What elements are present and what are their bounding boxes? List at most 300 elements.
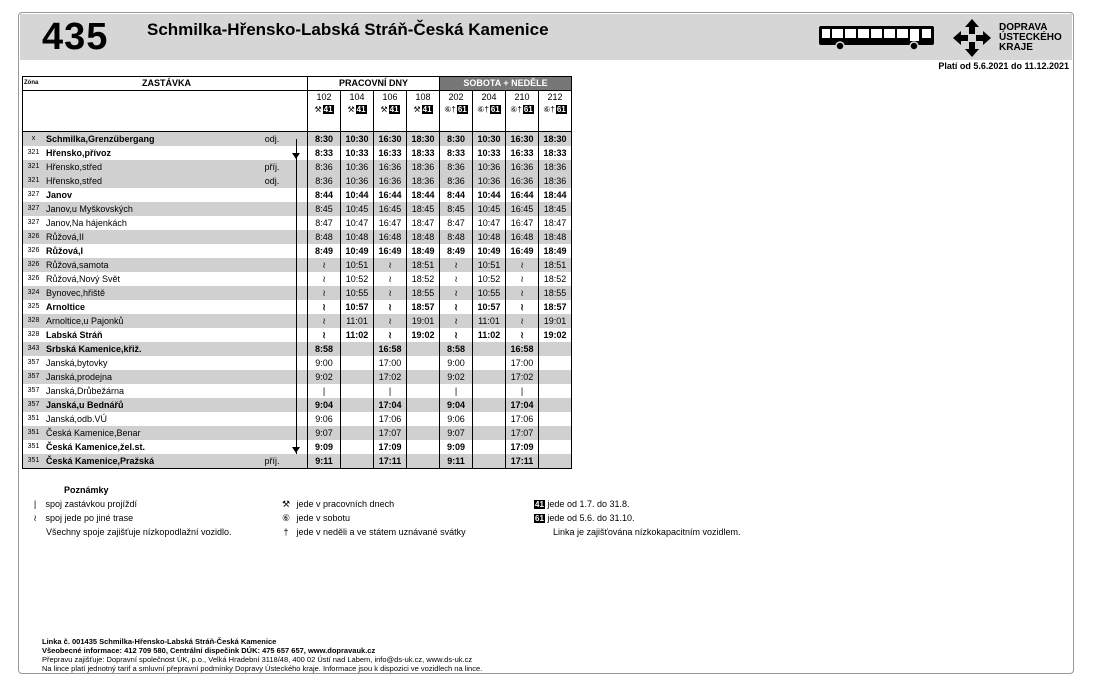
departure-time: 16:47 <box>374 216 407 230</box>
departure-time: 8:48 <box>440 230 473 244</box>
departure-time: 16:30 <box>506 132 539 147</box>
departure-time <box>539 454 572 469</box>
period-badge: 61 <box>556 105 566 114</box>
weekdays-header: PRACOVNÍ DNY <box>308 77 440 91</box>
table-row <box>23 370 572 384</box>
departure-time: 9:11 <box>308 454 341 469</box>
stop-flag <box>257 342 287 356</box>
direction-line <box>296 314 297 328</box>
departure-time <box>473 356 506 370</box>
departure-time <box>473 370 506 384</box>
departure-time: ≀ <box>374 314 407 328</box>
stop-flag <box>257 300 287 314</box>
departure-time: 17:02 <box>374 370 407 384</box>
zone-cell: 326 <box>23 258 45 272</box>
zone-cell: 327 <box>23 188 45 202</box>
period-badge: 41 <box>389 105 399 114</box>
departure-time: 9:04 <box>308 398 341 412</box>
departure-time: 18:51 <box>539 258 572 272</box>
stop-name: Srbská Kamenice,křiž. <box>44 342 257 356</box>
notes-heading: Poznámky <box>64 485 109 495</box>
departure-time: 8:47 <box>308 216 341 230</box>
zone-cell: 328 <box>23 328 45 342</box>
departure-time <box>341 412 374 426</box>
stop-name: Labská Stráň <box>46 330 103 340</box>
departure-time: ≀ <box>308 328 341 342</box>
cross-icon: † <box>283 527 289 537</box>
zone-cell: 327 <box>23 202 45 216</box>
table-row <box>23 216 572 230</box>
trip-number: 210 <box>506 91 539 104</box>
departure-time: | <box>506 384 539 398</box>
note-other-route: ≀ spoj jede po jiné trase <box>33 513 134 523</box>
stop-name: Růžová,samota <box>44 258 257 272</box>
departure-time: ≀ <box>506 314 539 328</box>
trip-symbols: ⑥† 61 <box>440 103 473 117</box>
departure-time: 18:57 <box>407 300 440 314</box>
departure-time: 10:49 <box>473 244 506 258</box>
table-row <box>23 454 572 469</box>
departure-time: 17:11 <box>374 454 407 469</box>
zone-cell: x <box>23 132 45 147</box>
departure-time: 16:49 <box>506 244 539 258</box>
departure-time <box>539 412 572 426</box>
departure-time: 10:47 <box>341 216 374 230</box>
direction-line <box>296 139 297 146</box>
departure-time: 18:52 <box>407 272 440 286</box>
direction-line <box>296 160 297 174</box>
period-badge: 61 <box>490 105 500 114</box>
departure-time: ≀ <box>440 258 473 272</box>
departure-time <box>407 342 440 356</box>
departure-time: 16:58 <box>506 342 539 356</box>
trip-number: 202 <box>440 91 473 104</box>
departure-time: 17:00 <box>374 356 407 370</box>
departure-time <box>473 454 506 469</box>
departure-time: 18:49 <box>407 244 440 258</box>
stop-name: Janská,Drůbežárna <box>46 386 125 396</box>
departure-time: 9:02 <box>308 370 341 384</box>
zone-cell: 321 <box>23 146 45 160</box>
departure-time <box>539 342 572 356</box>
stop-flag <box>257 258 287 272</box>
departure-time: 16:58 <box>374 342 407 356</box>
departure-time: 8:44 <box>440 188 473 202</box>
stop-header: ZASTÁVKA <box>44 77 287 91</box>
departure-time <box>539 398 572 412</box>
table-row <box>23 146 572 160</box>
departure-time <box>407 426 440 440</box>
stop-name: Růžová,I <box>46 246 84 256</box>
direction-line <box>296 342 297 356</box>
departure-time: | <box>440 384 473 398</box>
departure-time: 17:07 <box>374 426 407 440</box>
departure-time: 16:36 <box>506 160 539 174</box>
footer-line-id: Linka č. 001435 Schmilka-Hřensko-Labská Stráň-Česká Kamenice <box>42 637 277 646</box>
departure-time: 16:49 <box>374 244 407 258</box>
departure-time <box>407 398 440 412</box>
note-saturday: ⑥ jede v sobotu <box>281 513 351 523</box>
departure-time: 9:07 <box>440 426 473 440</box>
trip-number: 104 <box>341 91 374 104</box>
direction-line <box>296 300 297 314</box>
departure-time: 18:47 <box>539 216 572 230</box>
departure-time: 10:44 <box>341 188 374 202</box>
direction-line <box>296 356 297 370</box>
zone-cell: 351 <box>23 426 45 440</box>
departure-time: 11:02 <box>473 328 506 342</box>
departure-time <box>341 426 374 440</box>
header-banner <box>20 14 1072 60</box>
note-low-capacity: Linka je zajišťována nízkokapacitním vozidlem. <box>553 527 741 537</box>
departure-time: 10:45 <box>341 202 374 216</box>
departure-time: 9:04 <box>440 398 473 412</box>
direction-line <box>296 188 297 202</box>
stop-flag <box>257 440 287 454</box>
departure-time: 18:33 <box>539 146 572 160</box>
direction-line <box>296 272 297 286</box>
direction-line <box>296 286 297 300</box>
departure-time: 10:49 <box>341 244 374 258</box>
departure-time: 9:09 <box>308 440 341 454</box>
note-pass-through: | spoj zastávkou projíždí <box>33 499 138 509</box>
direction-line <box>296 426 297 440</box>
arrow-down-icon <box>292 447 300 453</box>
table-row <box>23 188 572 202</box>
departure-time <box>407 384 440 398</box>
stop-name: Hřensko,střed <box>44 160 257 174</box>
note-badge-41: 41 jede od 1.7. do 31.8. <box>535 499 630 509</box>
stop-flag <box>257 244 287 258</box>
departure-time: 18:48 <box>407 230 440 244</box>
departure-time: 16:36 <box>374 160 407 174</box>
table-row <box>23 300 572 314</box>
departure-time: ≀ <box>308 300 341 314</box>
zone-cell: 321 <box>23 174 45 188</box>
stop-flag <box>257 328 287 342</box>
note-sunday: † jede v neděli a ve státem uznávané svátky <box>278 527 466 537</box>
direction-line <box>296 174 297 188</box>
zone-header: Zóna <box>23 77 45 91</box>
zone-cell: 326 <box>23 244 45 258</box>
departure-time: 11:02 <box>341 328 374 342</box>
departure-time: 8:58 <box>440 342 473 356</box>
note-low-floor: Všechny spoje zajišťuje nízkopodlažní vozidlo. <box>46 527 232 537</box>
departure-time: 10:36 <box>473 160 506 174</box>
departure-time: 8:45 <box>440 202 473 216</box>
departure-time: 8:58 <box>308 342 341 356</box>
departure-time: 8:49 <box>308 244 341 258</box>
departure-time: 10:48 <box>473 230 506 244</box>
zone-cell: 351 <box>23 454 45 469</box>
departure-time: | <box>308 384 341 398</box>
departure-time: ≀ <box>440 286 473 300</box>
departure-time: 10:52 <box>473 272 506 286</box>
departure-time: 10:30 <box>341 132 374 147</box>
footer <box>42 637 482 673</box>
zone-cell: 321 <box>23 160 45 174</box>
departure-time <box>341 370 374 384</box>
departure-time: 8:47 <box>440 216 473 230</box>
departure-time: 9:02 <box>440 370 473 384</box>
zone-cell: 357 <box>23 384 45 398</box>
trip-number: 204 <box>473 91 506 104</box>
departure-time: 19:02 <box>407 328 440 342</box>
zone-cell: 351 <box>23 440 45 454</box>
departure-time: 18:36 <box>407 160 440 174</box>
departure-time: 18:47 <box>407 216 440 230</box>
stop-name: Janská,bytovky <box>46 358 108 368</box>
departure-time: 9:00 <box>308 356 341 370</box>
departure-time <box>341 342 374 356</box>
departure-time: 17:09 <box>506 440 539 454</box>
departure-time <box>341 356 374 370</box>
departure-time: 19:02 <box>539 328 572 342</box>
stop-flag <box>257 398 287 412</box>
zone-cell: 357 <box>23 356 45 370</box>
direction-line <box>296 412 297 426</box>
departure-time: 10:44 <box>473 188 506 202</box>
departure-time: 18:44 <box>407 188 440 202</box>
departure-time: 8:36 <box>440 174 473 188</box>
table-row <box>23 202 572 216</box>
departure-time: ≀ <box>374 258 407 272</box>
table-row <box>23 384 572 398</box>
departure-time <box>473 342 506 356</box>
departure-time: 17:06 <box>506 412 539 426</box>
note-badge-61: 61 jede od 5.6. do 31.10. <box>535 513 635 523</box>
zone-cell: 357 <box>23 398 45 412</box>
departure-time: 16:44 <box>374 188 407 202</box>
table-row <box>23 440 572 454</box>
footer-operator: Přepravu zajišťuje: Dopravní společnost ÚK, p.o., Velká Hradební 3118/48, 400 02 Ústí nad Labem, info@ds-uk.cz, www.ds-uk.cz <box>42 655 473 664</box>
departure-time: ≀ <box>440 272 473 286</box>
table-row <box>23 174 572 188</box>
zone-cell: 326 <box>23 272 45 286</box>
departure-time: | <box>374 384 407 398</box>
stop-name: Janov <box>46 190 73 200</box>
departure-time: 16:33 <box>374 146 407 160</box>
departure-time: ≀ <box>308 272 341 286</box>
departure-time: 8:44 <box>308 188 341 202</box>
departure-time <box>539 370 572 384</box>
stop-flag <box>257 384 287 398</box>
departure-time <box>341 384 374 398</box>
departure-time: ≀ <box>506 300 539 314</box>
departure-time: 18:49 <box>539 244 572 258</box>
departure-time: 18:30 <box>407 132 440 147</box>
stop-flag <box>257 314 287 328</box>
departure-time <box>407 370 440 384</box>
trip-symbols: ⑥† 61 <box>473 103 506 117</box>
trip-symbols: ⚒ 41 <box>407 103 440 117</box>
departure-time: 18:45 <box>539 202 572 216</box>
stop-name: Růžová,II <box>44 230 257 244</box>
timetable <box>22 76 572 469</box>
departure-time: 10:36 <box>341 160 374 174</box>
stop-flag <box>257 356 287 370</box>
bus-icon <box>818 25 936 51</box>
departure-time: 11:01 <box>473 314 506 328</box>
departure-time: 16:36 <box>374 174 407 188</box>
note-workdays: ⚒ jede v pracovních dnech <box>278 499 394 510</box>
departure-time: 16:33 <box>506 146 539 160</box>
departure-time: 9:06 <box>440 412 473 426</box>
departure-time: 18:51 <box>407 258 440 272</box>
zone-cell: 328 <box>23 314 45 328</box>
departure-time: 8:36 <box>440 160 473 174</box>
trip-number: 106 <box>374 91 407 104</box>
footer-contact: Všeobecné informace: 412 709 580, Centrální dispečink DÚK: 475 657 657, www.dopravauk.cz <box>42 646 376 655</box>
departure-time: 9:11 <box>440 454 473 469</box>
departure-time: ≀ <box>308 314 341 328</box>
departure-time: 16:30 <box>374 132 407 147</box>
departure-time: ≀ <box>308 286 341 300</box>
departure-time: 10:36 <box>473 174 506 188</box>
departure-time <box>407 440 440 454</box>
stop-name: Bynovec,hřiště <box>44 286 257 300</box>
stop-flag: odj. <box>257 132 287 147</box>
stop-name: Janov,u Myškovských <box>44 202 257 216</box>
departure-time: ≀ <box>440 300 473 314</box>
direction-line <box>296 398 297 412</box>
departure-time: ≀ <box>506 272 539 286</box>
table-row <box>23 258 572 272</box>
zone-cell: 357 <box>23 370 45 384</box>
table-row <box>23 272 572 286</box>
departure-time: 17:09 <box>374 440 407 454</box>
route-title: Schmilka-Hřensko-Labská Stráň-Česká Kamenice <box>147 20 549 39</box>
departure-time <box>473 440 506 454</box>
validity-text: Platí od 5.6.2021 do 11.12.2021 <box>938 61 1069 71</box>
departure-time <box>539 384 572 398</box>
departure-time: 10:55 <box>341 286 374 300</box>
departure-time <box>407 454 440 469</box>
departure-time: 10:55 <box>473 286 506 300</box>
table-row <box>23 342 572 356</box>
table-row <box>23 356 572 370</box>
departure-time <box>539 356 572 370</box>
stop-flag <box>257 230 287 244</box>
stop-flag <box>257 188 287 202</box>
stop-flag <box>257 216 287 230</box>
table-row <box>23 244 572 258</box>
direction-line <box>296 384 297 398</box>
table-row <box>23 132 572 147</box>
departure-time: 18:48 <box>539 230 572 244</box>
table-row <box>23 328 572 342</box>
departure-time: 10:51 <box>473 258 506 272</box>
departure-time <box>341 454 374 469</box>
stop-name: Česká Kamenice,Pražská <box>44 454 257 469</box>
departure-time: 18:33 <box>407 146 440 160</box>
departure-time: 18:57 <box>539 300 572 314</box>
stop-name: Janská,odb.VÚ <box>46 414 108 424</box>
departure-time: 18:55 <box>539 286 572 300</box>
direction-line <box>296 328 297 342</box>
departure-time: 18:55 <box>407 286 440 300</box>
departure-time: 10:57 <box>341 300 374 314</box>
stop-flag <box>257 412 287 426</box>
direction-line <box>296 202 297 216</box>
line-number: 435 <box>42 16 109 58</box>
direction-line <box>296 216 297 230</box>
period-badge: 41 <box>422 105 432 114</box>
stop-name: Česká Kamenice,žel.st. <box>46 442 146 452</box>
departure-time: 8:36 <box>308 174 341 188</box>
stop-name: Česká Kamenice,Benar <box>44 426 257 440</box>
departure-time: ≀ <box>374 272 407 286</box>
timetable-sheet <box>18 12 1074 674</box>
departure-time <box>473 426 506 440</box>
departure-time: 17:02 <box>506 370 539 384</box>
departure-time: 8:36 <box>308 160 341 174</box>
departure-time <box>407 356 440 370</box>
stop-flag <box>257 286 287 300</box>
stop-name: Schmilka,Grenzübergang <box>44 132 257 147</box>
departure-time: 19:01 <box>407 314 440 328</box>
stop-name: Janská,prodejna <box>44 370 257 384</box>
departure-time: ≀ <box>374 328 407 342</box>
departure-time: 10:30 <box>473 132 506 147</box>
departure-time: 9:00 <box>440 356 473 370</box>
departure-time: ≀ <box>374 286 407 300</box>
departure-time: 17:07 <box>506 426 539 440</box>
notes <box>43 485 109 495</box>
trip-symbols: ⚒ 41 <box>341 103 374 117</box>
departure-time: 17:00 <box>506 356 539 370</box>
departure-time: 18:44 <box>539 188 572 202</box>
departure-time: ≀ <box>440 328 473 342</box>
table-row <box>23 314 572 328</box>
stop-name: Janov,Na hájenkách <box>46 218 127 228</box>
stop-flag <box>257 272 287 286</box>
table-row <box>23 286 572 300</box>
period-badge: 61 <box>457 105 467 114</box>
departure-time: 17:06 <box>374 412 407 426</box>
departure-time: 10:33 <box>341 146 374 160</box>
departure-time <box>341 440 374 454</box>
trip-number: 108 <box>407 91 440 104</box>
departure-time <box>539 426 572 440</box>
departure-time: 18:36 <box>539 160 572 174</box>
departure-time: ≀ <box>506 258 539 272</box>
departure-time: 18:36 <box>539 174 572 188</box>
departure-time <box>539 440 572 454</box>
weekend-header: SOBOTA + NEDĚLE <box>440 77 572 91</box>
period-badge: 41 <box>356 105 366 114</box>
trip-symbols: ⚒ 41 <box>374 103 407 117</box>
logo-text: DOPRAVA ÚSTECKÉHO KRAJE <box>999 22 1062 53</box>
stop-flag <box>257 146 287 160</box>
table-row <box>23 398 572 412</box>
departure-time: 16:36 <box>506 174 539 188</box>
zone-cell: 327 <box>23 216 45 230</box>
zone-cell: 343 <box>23 342 45 356</box>
departure-time: 17:04 <box>506 398 539 412</box>
stop-name: Růžová,Nový Svět <box>46 274 121 284</box>
stop-name: Janská,u Bednářů <box>44 398 257 412</box>
table-row <box>23 412 572 426</box>
trip-number: 102 <box>308 91 341 104</box>
departure-time: 10:57 <box>473 300 506 314</box>
departure-time: 16:47 <box>506 216 539 230</box>
departure-time: ≀ <box>506 328 539 342</box>
stop-flag <box>257 202 287 216</box>
departure-time: 8:48 <box>308 230 341 244</box>
period-badge: 61 <box>523 105 533 114</box>
table-row <box>23 230 572 244</box>
